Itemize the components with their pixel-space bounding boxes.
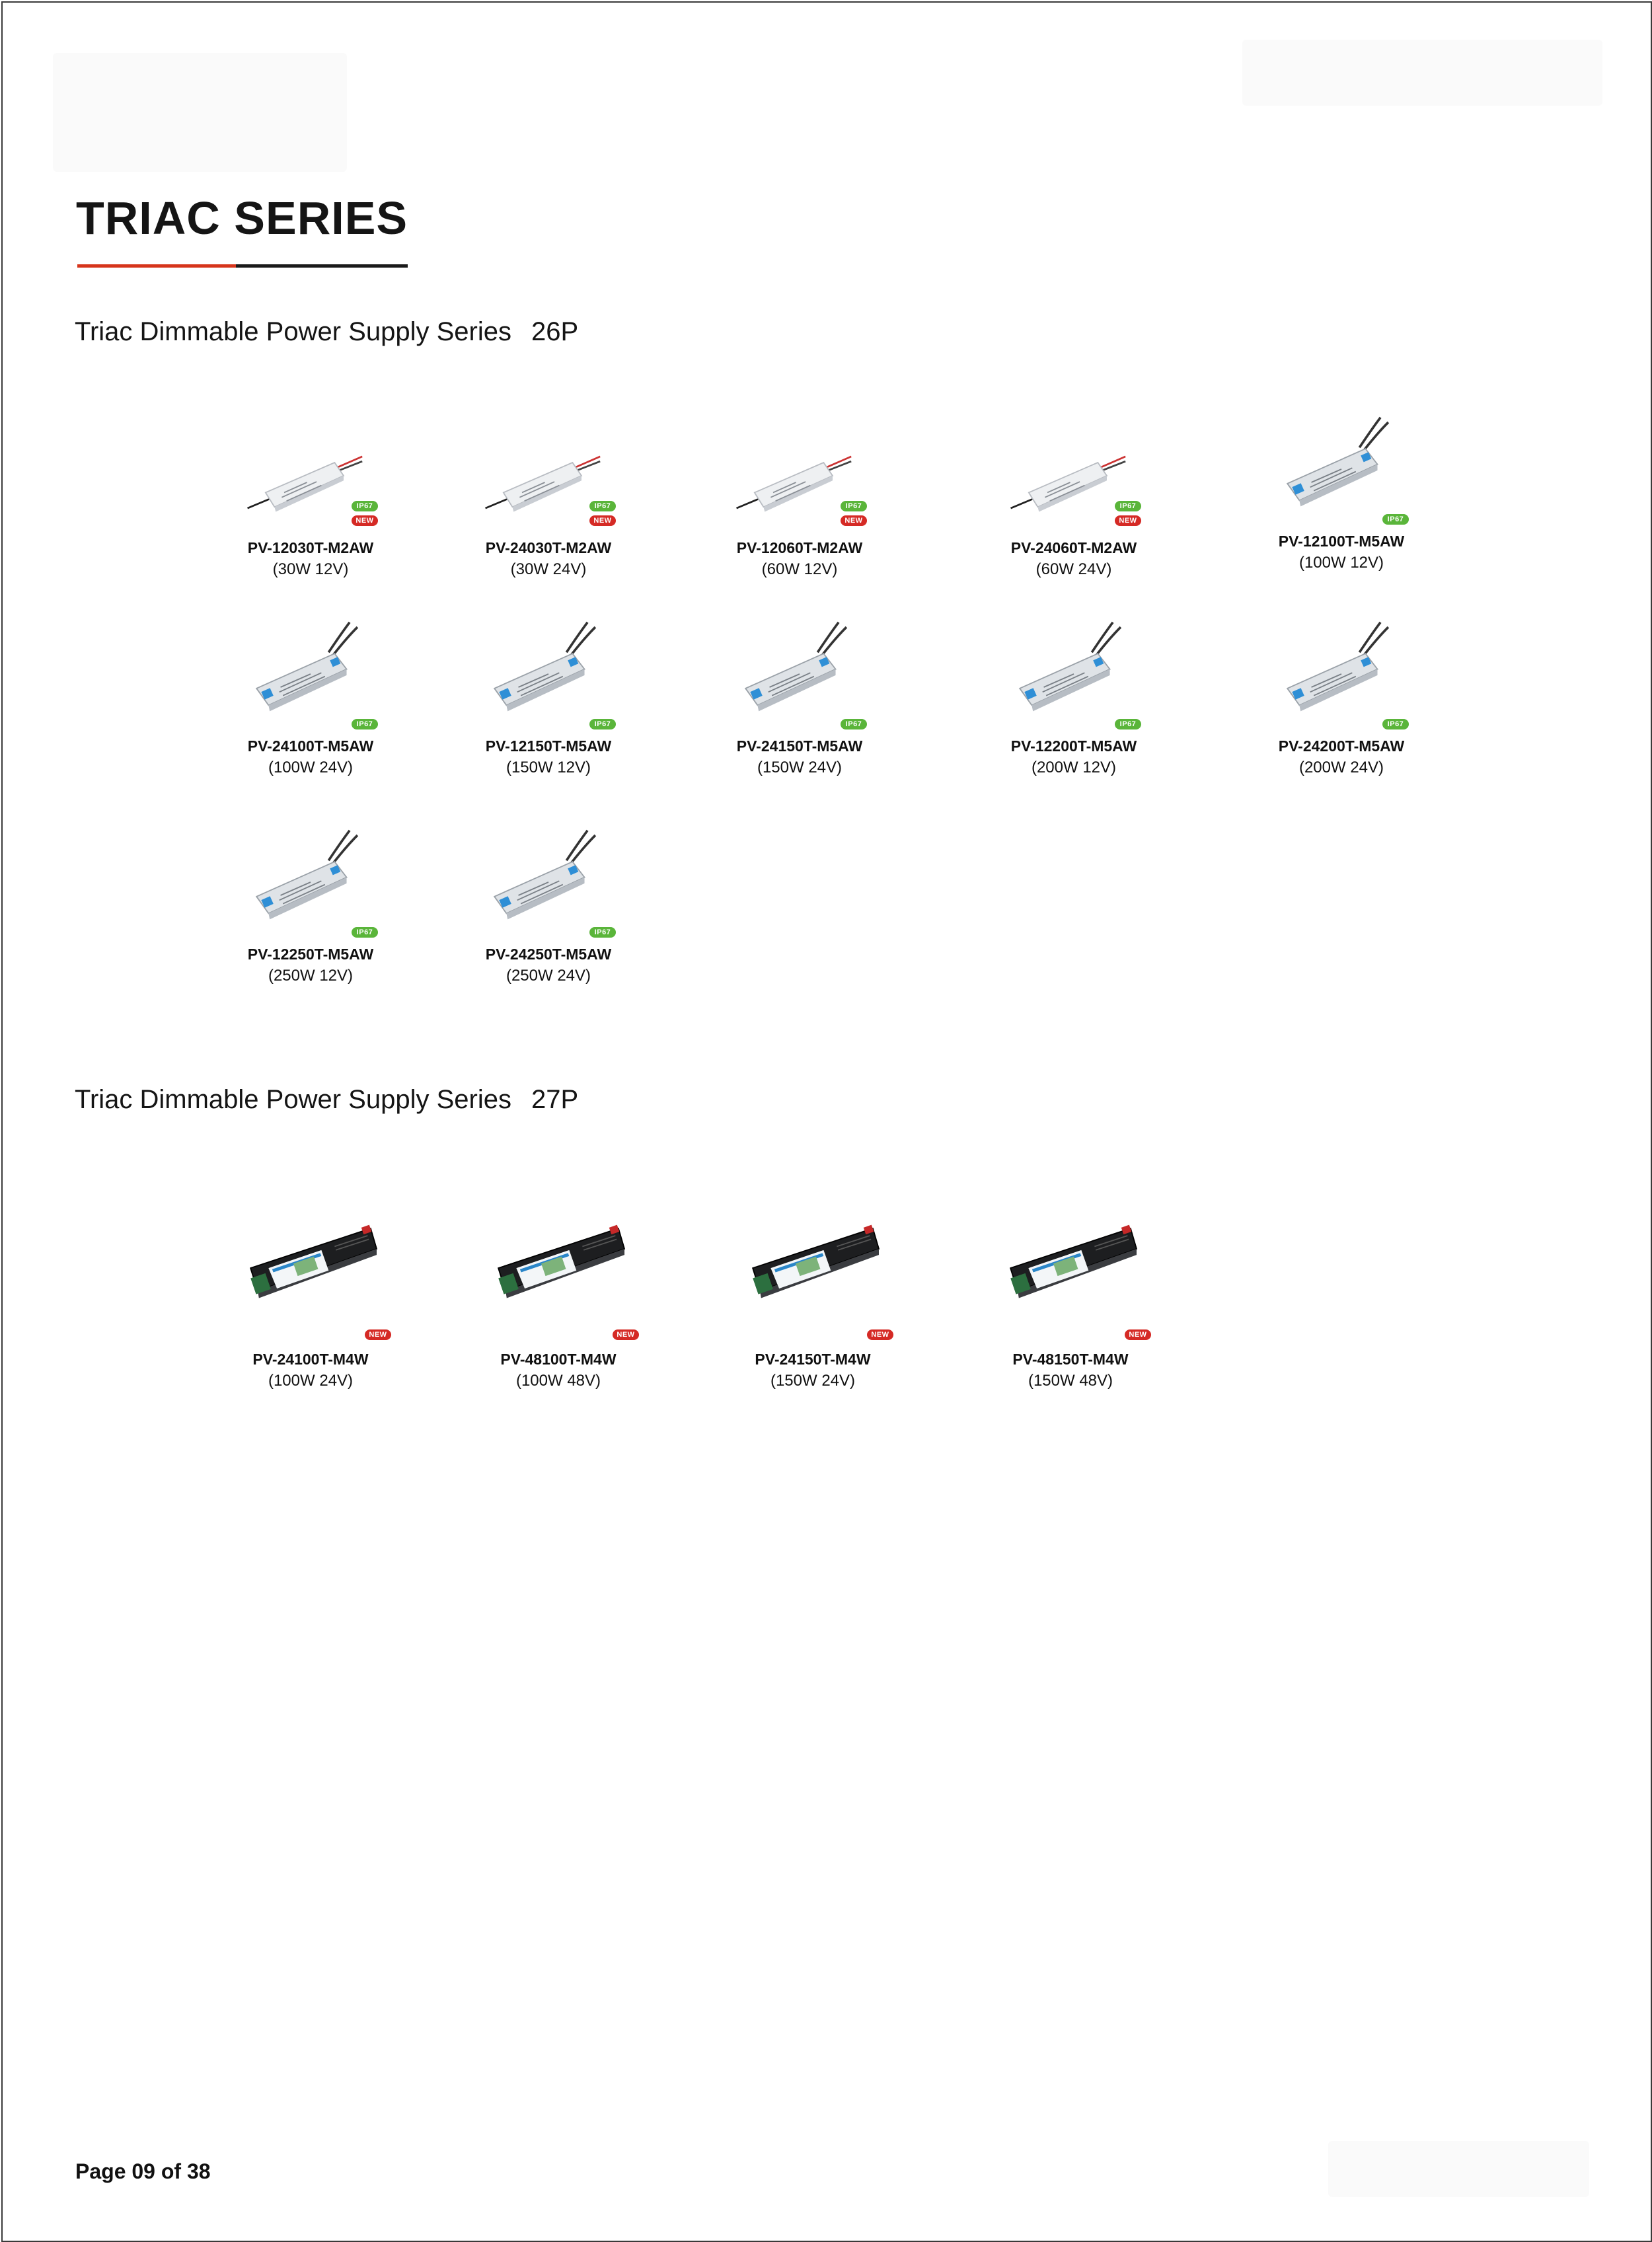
product-card [211,1209,410,1390]
product-spec: (150W 12V) [506,759,591,776]
product-card [1242,621,1441,780]
ip67-badge: IP67 [352,927,378,938]
product-model: PV-24030T-M2AW [485,539,612,556]
product-card [1242,416,1441,575]
new-badge: NEW [352,515,378,526]
product-card [971,1209,1170,1390]
product-spec: (60W 24V) [1035,560,1112,578]
product-card [449,423,648,581]
logo-placeholder [53,53,347,172]
product-model: PV-12250T-M5AW [247,946,374,963]
ip67-badge: IP67 [352,719,378,729]
slim-driver-icon [482,436,615,529]
product-model: PV-12150T-M5AW [485,737,612,755]
product-spec: (30W 12V) [272,560,349,578]
product-card [975,423,1173,581]
header-placeholder [1242,40,1602,106]
product-spec: (100W 48V) [515,1372,601,1390]
product-card [211,423,410,581]
title-underline [77,264,408,268]
series-code: 27P [531,1085,579,1114]
ip67-badge: IP67 [841,719,867,729]
product-card [700,423,899,581]
product-spec: (100W 24V) [268,759,354,776]
ip67-badge: IP67 [1115,719,1141,729]
new-badge: NEW [365,1329,391,1340]
slim-driver-icon [244,436,377,529]
product-card [459,1209,657,1390]
aluminum-driver-icon [1008,621,1140,714]
product-model: PV-24200T-M5AW [1278,737,1405,755]
product-model: PV-48150T-M4W [1012,1351,1129,1368]
black-driver-icon [244,1209,377,1302]
product-model: PV-24100T-M4W [252,1351,369,1368]
new-badge: NEW [841,515,867,526]
product-spec: (250W 24V) [506,967,591,985]
product-card [714,1209,912,1390]
new-badge: NEW [613,1329,639,1340]
product-spec: (150W 48V) [1028,1372,1113,1390]
page-number: Page 09 of 38 [75,2159,211,2183]
product-spec: (150W 24V) [770,1372,856,1390]
product-spec: (30W 24V) [510,560,587,578]
product-model: PV-12060T-M2AW [736,539,863,556]
product-model: PV-24250T-M5AW [485,946,612,963]
product-card [211,621,410,780]
ip67-badge: IP67 [589,719,616,729]
product-spec: (60W 12V) [761,560,838,578]
product-model: PV-24060T-M2AW [1010,539,1137,556]
series-code: 26P [531,317,579,346]
series-27p-heading [75,1085,578,1115]
ip67-badge: IP67 [1382,719,1409,729]
title-underline-accent [77,264,236,268]
aluminum-driver-icon [1275,416,1408,509]
aluminum-driver-icon [482,621,615,714]
product-model: PV-12100T-M5AW [1278,533,1405,550]
ip67-badge: IP67 [841,501,867,511]
product-model: PV-24150T-M4W [755,1351,871,1368]
aluminum-driver-icon [244,829,377,922]
slim-driver-icon [733,436,866,529]
ip67-badge: IP67 [589,927,616,938]
series-26p-heading [75,317,578,347]
product-model: PV-24100T-M5AW [247,737,374,755]
slim-driver-icon [1008,436,1140,529]
product-model: PV-12030T-M2AW [247,539,374,556]
ip67-badge: IP67 [589,501,616,511]
aluminum-driver-icon [1275,621,1408,714]
product-spec: (200W 24V) [1298,759,1384,776]
product-model: PV-12200T-M5AW [1010,737,1137,755]
page-title: TRIAC SERIES [76,192,408,244]
product-card [449,621,648,780]
product-card [975,621,1173,780]
product-spec: (250W 12V) [268,967,354,985]
aluminum-driver-icon [733,621,866,714]
series-label: Triac Dimmable Power Supply Series [75,1085,511,1114]
ip67-badge: IP67 [1382,514,1409,525]
new-badge: NEW [1115,515,1141,526]
series-label: Triac Dimmable Power Supply Series [75,317,511,346]
new-badge: NEW [867,1329,893,1340]
ip67-badge: IP67 [352,501,378,511]
product-card [211,829,410,988]
product-spec: (100W 24V) [268,1372,354,1390]
black-driver-icon [492,1209,624,1302]
black-driver-icon [1004,1209,1137,1302]
product-spec: (150W 24V) [757,759,843,776]
product-card [700,621,899,780]
black-driver-icon [747,1209,879,1302]
ip67-badge: IP67 [1115,501,1141,511]
new-badge: NEW [589,515,616,526]
aluminum-driver-icon [482,829,615,922]
footer-placeholder [1328,2141,1589,2197]
product-spec: (100W 12V) [1298,554,1384,572]
product-model: PV-24150T-M5AW [736,737,863,755]
new-badge: NEW [1125,1329,1151,1340]
product-card [449,829,648,988]
aluminum-driver-icon [244,621,377,714]
product-model: PV-48100T-M4W [500,1351,617,1368]
product-spec: (200W 12V) [1031,759,1117,776]
